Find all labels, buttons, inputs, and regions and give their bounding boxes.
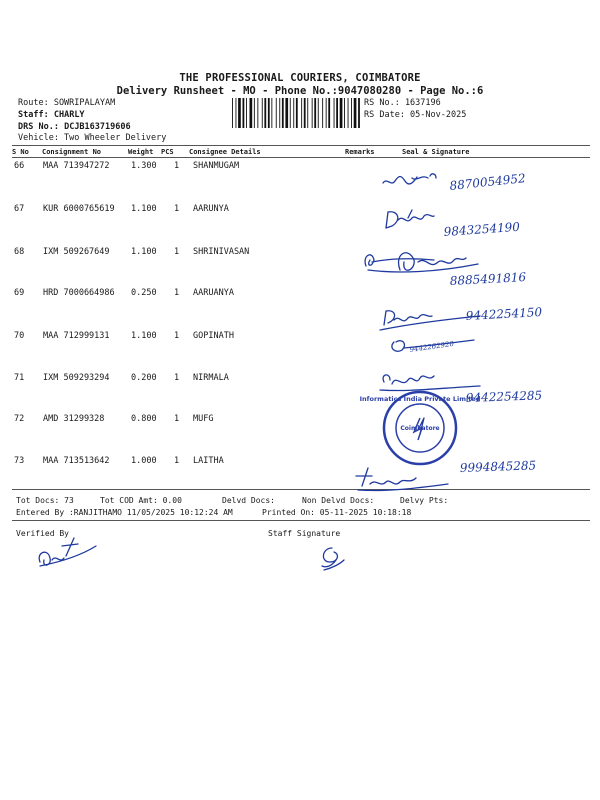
phone-68: 8885491816 [449,270,527,288]
phone-69: 9442254150 [465,305,543,323]
barcode-bar [334,98,335,128]
table-row [0,247,600,261]
row-weight: 1.000 [131,456,157,466]
row-pcs: 1 [174,456,180,466]
row-sno: 69 [14,288,25,298]
row-weight: 0.800 [131,414,157,424]
barcode-bar [307,98,308,128]
company-title: THE PROFESSIONAL COURIERS, COIMBATORE [179,72,421,84]
barcode-bar [243,98,245,128]
barcode-bar [358,98,360,128]
row-pcs: 1 [174,373,180,383]
row-consignee: GOPINATH [193,331,234,341]
barcode-bar [336,98,338,128]
row-consignee: AARUNYA [193,204,229,214]
col-weight: Weight [128,148,154,156]
barcode-bar [285,98,288,128]
company-seal [360,392,481,464]
rs-number: RS No.: 1637196 [364,98,441,108]
row-consignment: MAA 712999131 [43,331,110,341]
signature-69 [380,311,480,330]
barcode-bar [340,98,343,128]
row-weight: 1.100 [131,247,157,257]
verified-by-label: Verified By [16,529,69,538]
barcode-bar [276,98,277,128]
phone-70: 9442262920 [409,339,455,354]
barcode-bar [290,98,291,128]
phone-73: 9994845285 [459,458,537,475]
seal-text-outer: Informatics India Private Limited [359,395,481,403]
row-consignment: MAA 713513642 [43,456,110,466]
row-consignee: SHANMUGAM [193,161,240,171]
col-consignment: Consignment No [42,148,102,156]
route-label: Route: SOWRIPALAYAM [18,98,116,108]
verified-signature [39,538,96,566]
barcode-bar [326,98,327,128]
printed-on: Printed On: 05-11-2025 10:18:18 [262,508,412,517]
barcode-bar [268,98,270,128]
barcode-bar [304,98,306,128]
delivery-points: Delvy Pts: [400,496,449,505]
rs-date: RS Date: 05-Nov-2025 [364,110,467,120]
row-sno: 72 [14,414,25,424]
table-top-rule [12,145,590,146]
runsheet-title: Delivery Runsheet - MO - Phone No.:9047080280 - Page No.:6 [116,85,484,97]
row-consignee: AARUANYA [193,288,234,298]
col-sno: S No [12,148,29,156]
barcode-bar [312,98,313,128]
row-pcs: 1 [174,161,180,171]
barcode-bar [282,98,284,128]
row-consignee: SHRINIVASAN [193,247,250,257]
drs-label: DRS No.: [18,122,59,132]
barcode-bar [296,98,298,128]
barcode-bar [344,98,345,128]
staff-label: Staff: [18,110,49,120]
row-sno: 66 [14,161,25,171]
barcode-bar [236,98,237,128]
row-consignment: HRD 7000664986 [43,288,115,298]
row-weight: 0.200 [131,373,157,383]
barcode-bar [293,98,294,128]
footer-rule [12,520,590,521]
barcode-bar [351,98,352,128]
row-sno: 73 [14,456,25,466]
table-row [0,331,600,345]
table-bottom-rule [12,489,590,490]
row-consignment: MAA 713947272 [43,161,110,171]
vehicle-label: Vehicle: Two Wheeler Delivery [18,133,167,143]
staff-signature-label: Staff Signature [268,529,341,538]
row-sno: 67 [14,204,25,214]
barcode-bar [254,98,255,128]
barcode-bar [328,98,330,128]
phone-67: 9843254190 [443,219,521,239]
barcode-bar [279,98,280,128]
barcode-bar [348,98,349,128]
table-row [0,161,600,175]
phone-66: 8870054952 [448,171,527,193]
barcode-bar [301,98,302,128]
drs-line [18,122,131,132]
row-weight: 1.100 [131,331,157,341]
row-pcs: 1 [174,247,180,257]
table-row [0,288,600,302]
row-sno: 71 [14,373,25,383]
delivered-docs: Delvd Docs: [222,496,275,505]
col-seal: Seal & Signature [402,148,470,156]
signature-73 [356,468,448,491]
entered-by: Entered By :RANJITHAMO 11/05/2025 10:12:24 AM [16,508,233,517]
staff-name: CHARLY [53,110,85,120]
drs-number: DCJB163719606 [64,122,131,132]
col-remarks: Remarks [345,148,375,156]
row-consignment: IXM 509293294 [43,373,110,383]
table-header-rule [12,157,590,158]
barcode-bar [246,98,247,128]
table-row [0,373,600,387]
signature-66 [383,174,436,184]
barcode-bar [257,98,258,128]
row-consignment: KUR 6000765619 [43,204,115,214]
barcode-bar [264,98,266,128]
table-row [0,456,600,470]
barcode-bar [354,98,357,128]
col-consignee: Consignee Details [189,148,261,156]
non-delivered-docs: Non Delvd Docs: [302,496,375,505]
row-weight: 1.100 [131,204,157,214]
row-consignee: LAITHA [193,456,224,466]
row-consignee: MUFG [193,414,214,424]
barcode-image [232,98,360,128]
barcode-bar [314,98,316,128]
barcode-bar [318,98,319,128]
row-weight: 0.250 [131,288,157,298]
phone-71: 9442254285 [465,388,543,405]
col-pcs: PCS [161,148,174,156]
row-consignment: IXM 509267649 [43,247,110,257]
row-pcs: 1 [174,331,180,341]
barcode-bar [250,98,253,128]
barcode-bar [262,98,263,128]
total-docs: Tot Docs: 73 [16,496,74,505]
seal-text-inner: Coimbatore [400,425,440,432]
row-consignment: AMD 31299328 [43,414,105,424]
barcode-bar [271,98,272,128]
barcode-bar [322,98,323,128]
table-row [0,204,600,218]
row-pcs: 1 [174,288,180,298]
staff-line [18,110,85,120]
row-sno: 70 [14,331,25,341]
row-pcs: 1 [174,204,180,214]
row-sno: 68 [14,247,25,257]
barcode-bar [238,98,241,128]
staff-signature [322,548,344,570]
table-row [0,414,600,428]
barcode-bar [232,98,233,128]
row-pcs: 1 [174,414,180,424]
total-cod-amount: Tot COD Amt: 0.00 [100,496,182,505]
row-weight: 1.300 [131,161,157,171]
row-consignee: NIRMALA [193,373,229,383]
